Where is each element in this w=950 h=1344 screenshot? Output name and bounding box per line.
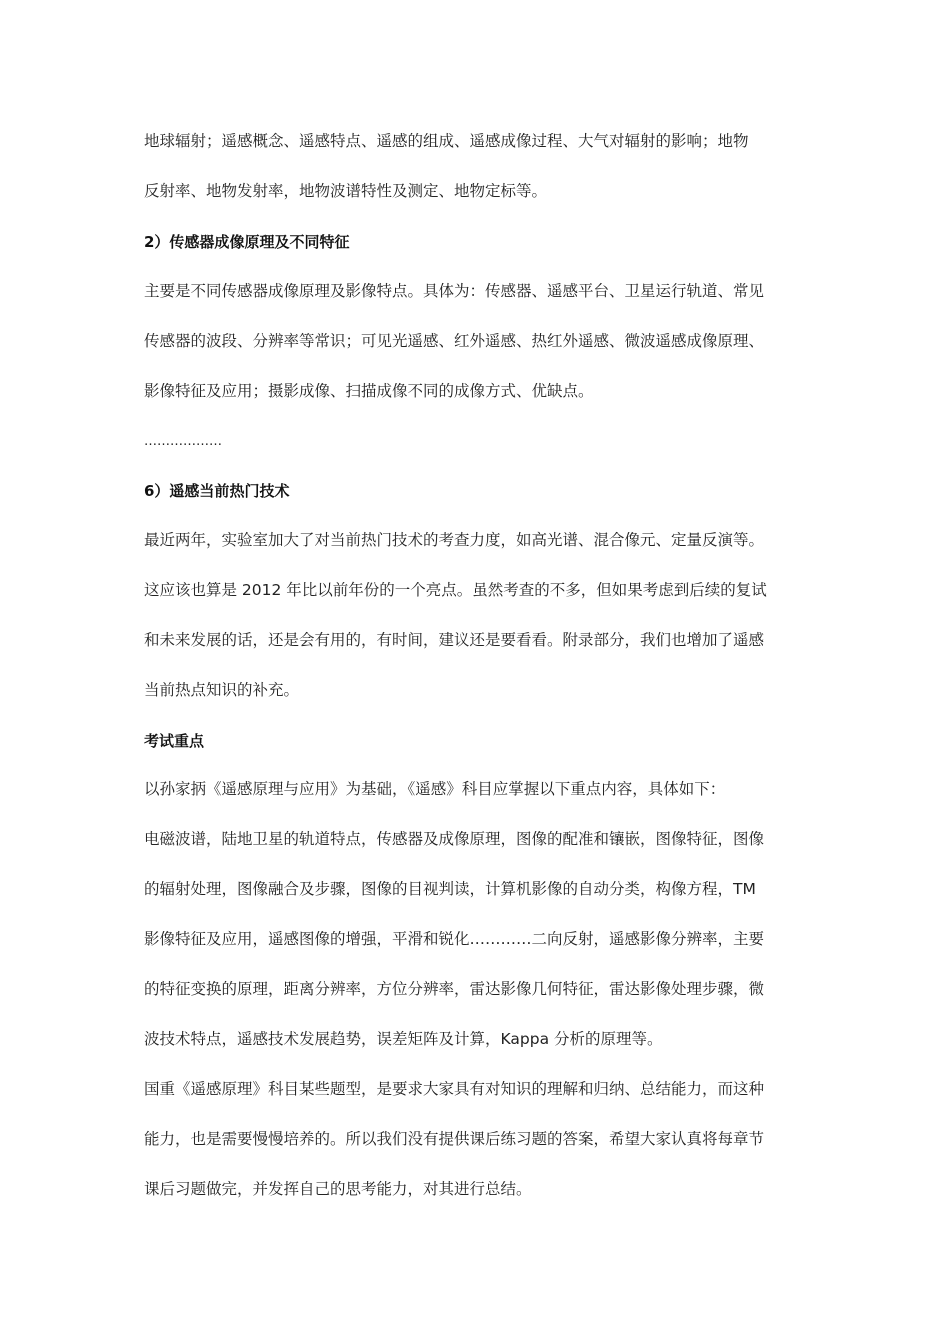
section2-line-2: 传感器的波段、分辨率等常识；可见光遥感、红外遥感、热红外遥感、微波遥感成像原理、 xyxy=(144,332,765,350)
exam-line-1: 电磁波谱，陆地卫星的轨道特点，传感器及成像原理，图像的配准和镶嵌，图像特征，图像 xyxy=(144,830,765,848)
exam-line-4: 的特征变换的原理，距离分辨率，方位分辨率，雷达影像几何特征，雷达影像处理步骤，微 xyxy=(144,980,765,998)
ellipsis-separator: ……………… xyxy=(144,434,222,449)
closing-line-3: 课后习题做完，并发挥自己的思考能力，对其进行总结。 xyxy=(144,1180,532,1198)
closing-line-1: 国重《遥感原理》科目某些题型，是要求大家具有对知识的理解和归纳、总结能力，而这种 xyxy=(144,1080,765,1098)
exam-line-2: 的辐射处理，图像融合及步骤，图像的目视判读，计算机影像的自动分类，构像方程，TM xyxy=(144,880,756,898)
section6-line-1: 最近两年，实验室加大了对当前热门技术的考查力度，如高光谱、混合像元、定量反演等。 xyxy=(144,531,765,549)
section2-line-3: 影像特征及应用；摄影成像、扫描成像不同的成像方式、优缺点。 xyxy=(144,382,594,400)
exam-heading: 考试重点 xyxy=(144,732,205,750)
section6-heading: 6）遥感当前热门技术 xyxy=(144,482,290,500)
section2-heading: 2）传感器成像原理及不同特征 xyxy=(144,233,350,251)
exam-line-5: 波技术特点，遥感技术发展趋势，误差矩阵及计算，Kappa 分析的原理等。 xyxy=(144,1030,663,1048)
section2-line-1: 主要是不同传感器成像原理及影像特点。具体为：传感器、遥感平台、卫星运行轨道、常见 xyxy=(144,282,765,300)
section6-line-3: 和未来发展的话，还是会有用的，有时间，建议还是要看看。附录部分，我们也增加了遥感 xyxy=(144,631,765,649)
section6-line-4: 当前热点知识的补充。 xyxy=(144,681,300,699)
section1-line-1: 地球辐射；遥感概念、遥感特点、遥感的组成、遥感成像过程、大气对辐射的影响；地物 xyxy=(144,132,749,150)
section1-line-2: 反射率、地物发射率，地物波谱特性及测定、地物定标等。 xyxy=(144,182,548,200)
closing-line-2: 能力，也是需要慢慢培养的。所以我们没有提供课后练习题的答案，希望大家认真将每章节 xyxy=(144,1130,765,1148)
exam-intro: 以孙家抦《遥感原理与应用》为基础，《遥感》科目应掌握以下重点内容，具体如下： xyxy=(144,780,726,798)
section6-line-2: 这应该也算是 2012 年比以前年份的一个亮点。虽然考查的不多，但如果考虑到后续的复试 xyxy=(144,581,767,599)
exam-line-3: 影像特征及应用，遥感图像的增强，平滑和锐化…………二向反射，遥感影像分辨率，主要 xyxy=(144,930,765,948)
